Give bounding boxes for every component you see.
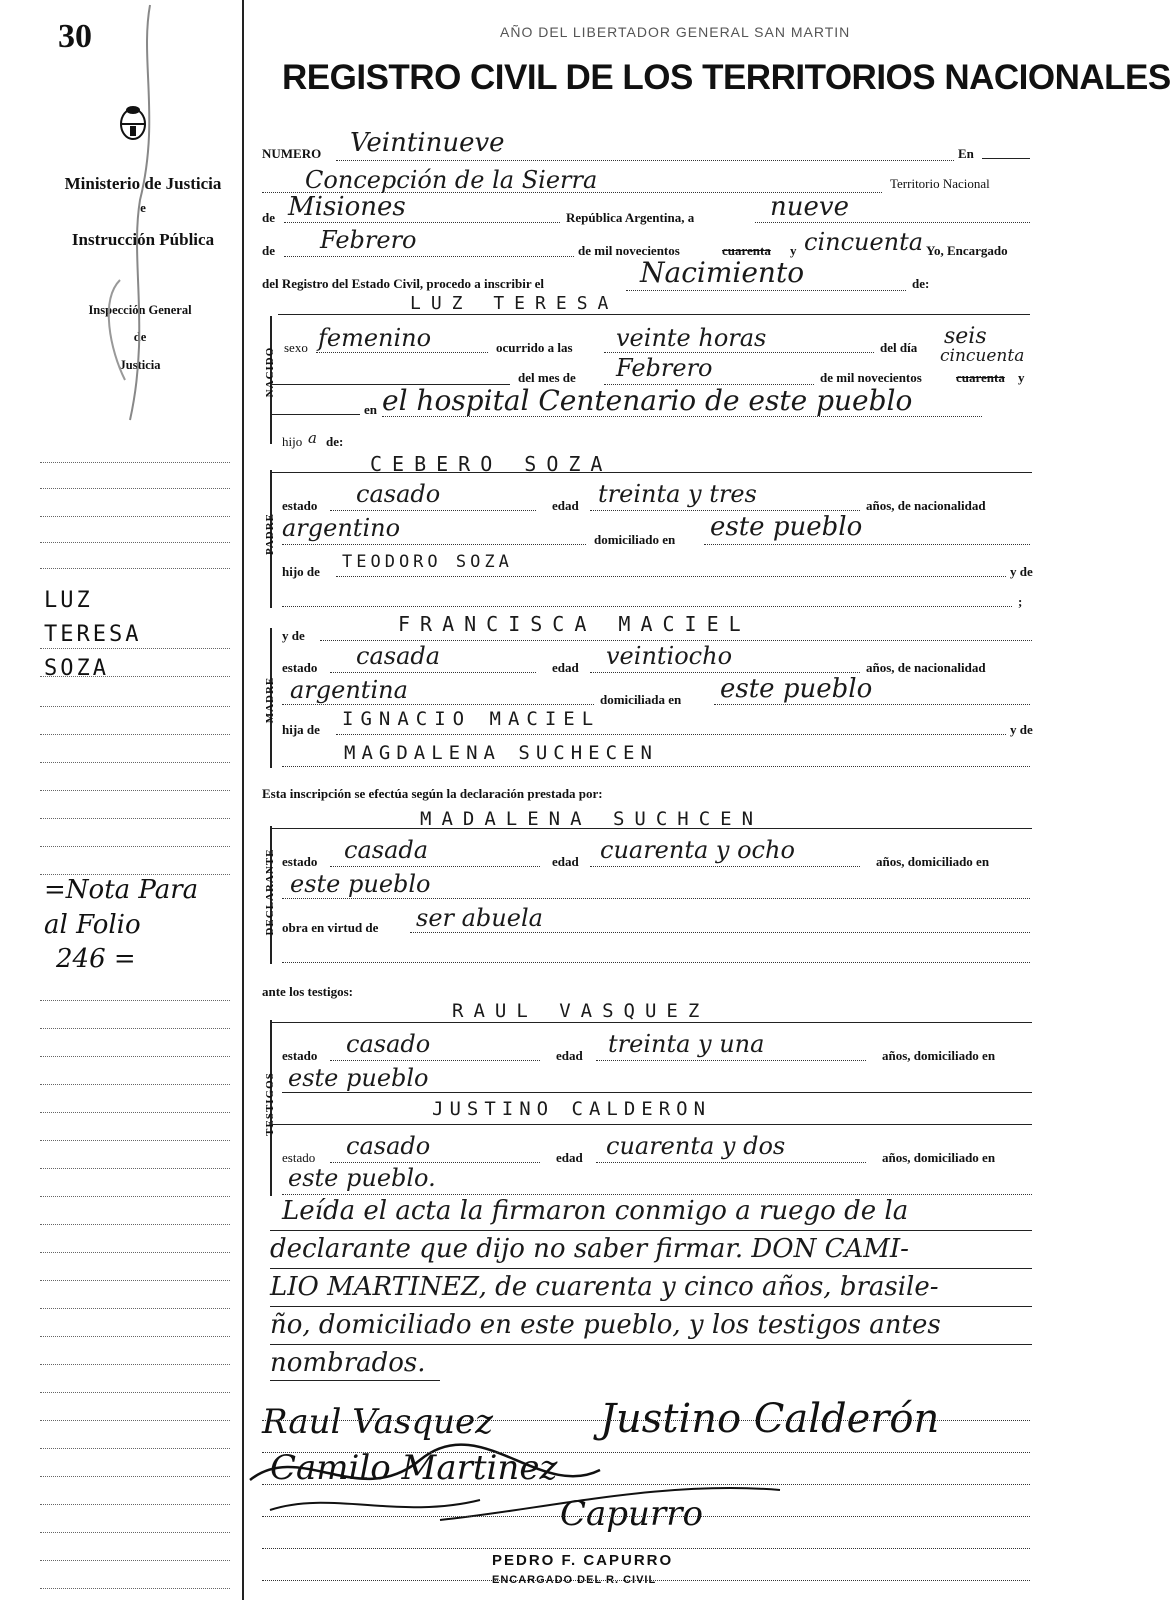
madre-label: MADRE — [264, 676, 276, 724]
closing-line4: ño, domiciliado en este pueblo, y los testigos antes — [270, 1310, 941, 1340]
folio-note-line2: al Folio — [44, 910, 141, 940]
margin-ruled-line — [40, 1224, 230, 1225]
hour-value: veinte horas — [616, 324, 767, 352]
declarante-estado-line — [330, 866, 540, 867]
dia-value: seis — [944, 324, 987, 349]
witness1-edad-label: edad — [556, 1048, 583, 1063]
territory-line — [284, 222, 560, 223]
margin-name-line2: TERESA — [44, 622, 142, 647]
madre-name-line — [320, 640, 1032, 641]
nacido-label: NACIDO — [264, 346, 276, 398]
declarante-label: DECLARANTE — [264, 848, 276, 936]
sexo-value: femenino — [318, 324, 432, 352]
closing-rule5 — [270, 1380, 440, 1381]
padre-edad-value: treinta y tres — [598, 480, 757, 508]
child-name: LUZ TERESA — [410, 293, 619, 314]
margin-ruled-line — [40, 1448, 230, 1449]
declarante-domicilio-value: este pueblo — [290, 870, 431, 898]
witness2-domicilio-line — [282, 1194, 1032, 1195]
margin-ruled-line — [40, 1140, 230, 1141]
page-number: 30 — [58, 18, 92, 55]
margin-ruled-line — [40, 516, 230, 517]
margin-ruled-line — [40, 1336, 230, 1337]
margin-name-line3: SOZA — [44, 656, 109, 681]
witness1-name-line — [270, 1022, 1032, 1023]
inspection-line2: de — [133, 330, 147, 344]
madre-mother-value: MAGDALENA SUCHECEN — [344, 742, 658, 764]
de-label: de — [262, 210, 275, 225]
signature-flourish-icon — [240, 1420, 800, 1530]
mil2-label: de mil novecientos — [820, 370, 922, 385]
margin-ruled-line — [40, 1028, 230, 1029]
child-name-line — [278, 314, 1030, 315]
madre-anos-label: años, de nacionalidad — [866, 660, 986, 675]
madre-yde-label: y de — [282, 628, 305, 643]
en2-label: en — [364, 402, 377, 417]
ministry-line1: Ministerio de Justicia — [64, 174, 222, 193]
struck-word: cuarenta — [722, 243, 771, 258]
declarante-intro: Esta inscripción se efectúa según la declaración prestada por: — [262, 786, 603, 801]
witness2-edad-label: edad — [556, 1150, 583, 1165]
closing-rule2 — [270, 1268, 1032, 1269]
declarante-obra-label: obra en virtud de — [282, 920, 379, 935]
place-value: Concepción de la Sierra — [305, 166, 598, 194]
padre-estado-line — [330, 510, 536, 511]
day-value: nueve — [770, 192, 849, 222]
padre-end-mark: ; — [1018, 594, 1023, 609]
declarante-extra-line — [282, 962, 1030, 963]
padre-yde-label: y de — [1010, 564, 1033, 579]
sexo-label: sexo — [284, 340, 308, 355]
signature-1: Raul Vasquez — [262, 1402, 494, 1442]
padre-estado-label: estado — [282, 498, 318, 513]
margin-name-line1: LUZ — [44, 588, 93, 613]
declarante-name: MADALENA SUCHCEN — [420, 808, 764, 830]
madre-edad-label: edad — [552, 660, 579, 675]
padre-domicilio-line — [704, 544, 1030, 545]
margin-ruled-line — [40, 1364, 230, 1365]
official-name: PEDRO F. CAPURRO — [492, 1552, 674, 1569]
margin-ruled-line — [40, 1588, 230, 1589]
signature-ruled-line — [262, 1548, 1030, 1549]
witness2-domicilio-value: este pueblo. — [288, 1164, 436, 1192]
day-line — [755, 222, 1030, 223]
closing-rule3 — [270, 1306, 1032, 1307]
margin-ruled-line — [40, 648, 230, 649]
padre-mother-line — [282, 606, 1012, 607]
closing-line1: Leída el acta la firmaron conmigo a ruego de la — [282, 1196, 909, 1226]
padre-estado-value: casado — [356, 480, 441, 508]
margin-ruled-line — [40, 542, 230, 543]
en-lead-line — [270, 414, 360, 415]
lugar-line — [382, 416, 982, 417]
year-correction: cincuenta — [940, 346, 1025, 366]
stamp-top: AÑO DEL LIBERTADOR GENERAL SAN MARTIN — [500, 24, 851, 40]
witness2-anos-label: años, domiciliado en — [882, 1150, 996, 1165]
signature-3: Camilo Martinez — [270, 1448, 558, 1488]
padre-father-value: TEODORO SOZA — [342, 552, 513, 572]
hijo-de-label: de: — [326, 434, 344, 449]
padre-name: CEBERO SOZA — [370, 452, 613, 476]
witness2-estado-value: casado — [346, 1132, 431, 1160]
madre-estado-value: casada — [356, 642, 441, 670]
declarante-obra-value: ser abuela — [416, 904, 543, 932]
witness1-domicilio-line — [282, 1092, 1032, 1093]
witness1-edad-line — [596, 1060, 866, 1061]
padre-nacionalidad-value: argentino — [282, 514, 401, 542]
act-line — [626, 290, 906, 291]
numero-value: Veintinueve — [350, 128, 505, 158]
madre-edad-value: veintiocho — [606, 642, 733, 670]
registro-label: del Registro del Estado Civil, procedo a inscribir el — [262, 276, 545, 291]
margin-ruled-line — [40, 818, 230, 819]
madre-nacionalidad-value: argentina — [290, 676, 408, 704]
closing-line2: declarante que dijo no saber firmar. DON CAMI- — [270, 1234, 909, 1264]
witness1-edad-value: treinta y una — [608, 1030, 765, 1058]
inspection-line1: Inspección General — [88, 303, 192, 317]
witness1-estado-value: casado — [346, 1030, 431, 1058]
y2-label: y — [1018, 370, 1025, 385]
signature-ruled-line — [262, 1452, 1030, 1453]
madre-name: FRANCISCA MACIEL — [398, 612, 751, 636]
madre-father-value: IGNACIO MACIEL — [342, 708, 601, 730]
margin-ruled-line — [40, 846, 230, 847]
declarante-estado-label: estado — [282, 854, 318, 869]
margin-ruled-line — [40, 1084, 230, 1085]
ministry-line2: e — [140, 200, 146, 215]
margin-ruled-line — [40, 1392, 230, 1393]
republica-label: República Argentina, a — [566, 210, 695, 225]
signature-2: Justino Calderón — [600, 1396, 940, 1442]
numero-line — [336, 160, 954, 161]
de3-label: de: — [912, 276, 930, 291]
declarante-edad-label: edad — [552, 854, 579, 869]
declarante-domicilio-line — [282, 898, 1030, 899]
margin-ruled-line — [40, 1560, 230, 1561]
signature-ruled-line — [262, 1484, 1030, 1485]
margin-ruled-line — [40, 734, 230, 735]
month-line — [284, 256, 574, 257]
hijo-label: hijo — [282, 434, 303, 449]
declarante-edad-line — [590, 866, 860, 867]
testigos-label: TESTIGOS — [264, 1072, 276, 1136]
witness2-edad-value: cuarenta y dos — [606, 1132, 786, 1160]
margin-ruled-line — [40, 1000, 230, 1001]
witness1-name: RAUL VASQUEZ — [452, 1000, 710, 1022]
margin-ruled-line — [40, 762, 230, 763]
testigos-intro: ante los testigos: — [262, 984, 353, 999]
numero-label: NUMERO — [262, 146, 322, 161]
signature-ruled-line — [262, 1420, 1030, 1421]
margin-ruled-line — [40, 568, 230, 569]
en-label: En — [958, 146, 974, 161]
witness1-domicilio-value: este pueblo — [288, 1064, 429, 1092]
margin-ruled-line — [40, 488, 230, 489]
padre-hijo-label: hijo de — [282, 564, 320, 579]
act-value: Nacimiento — [640, 256, 805, 289]
declarante-name-line — [270, 828, 1032, 829]
mil-label: de mil novecientos — [578, 243, 680, 258]
padre-nacionalidad-line — [282, 544, 586, 545]
madre-domicilio-value: este pueblo — [720, 674, 873, 704]
sexo-line — [316, 352, 488, 353]
de2-label: de — [262, 243, 275, 258]
mes-value: Febrero — [616, 354, 713, 382]
margin-ruled-line — [40, 1112, 230, 1113]
dia-label: del día — [880, 340, 918, 355]
margin-ruled-line — [40, 1280, 230, 1281]
folio-note-line1: =Nota Para — [44, 875, 199, 905]
witness1-estado-label: estado — [282, 1048, 318, 1063]
padre-domicilio-label: domiciliado en — [594, 532, 676, 547]
padre-domicilio-value: este pueblo — [710, 512, 863, 542]
madre-domicilio-line — [714, 704, 1030, 705]
inspection-line3: Justicia — [119, 358, 161, 372]
padre-name-line — [270, 472, 1032, 473]
folio-note-line3: 246 = — [56, 944, 136, 974]
closing-rule1 — [270, 1230, 1032, 1231]
margin-ruled-line — [40, 1476, 230, 1477]
ministry-line3: Instrucción Pública — [71, 230, 215, 249]
madre-yde2-label: y de — [1010, 722, 1033, 737]
witness1-estado-line — [330, 1060, 540, 1061]
madre-hija-label: hija de — [282, 722, 320, 737]
territory-value: Misiones — [288, 192, 406, 222]
ocurrido-label: ocurrido a las — [496, 340, 573, 355]
margin-divider — [242, 0, 244, 1600]
madre-estado-line — [330, 672, 536, 673]
padre-edad-label: edad — [552, 498, 579, 513]
margin-ruled-line — [40, 1056, 230, 1057]
margin-ruled-line — [40, 1504, 230, 1505]
witness2-edad-line — [596, 1162, 866, 1163]
margin-ruled-line — [40, 1252, 230, 1253]
margin-ruled-line — [40, 1196, 230, 1197]
page-title: REGISTRO CIVIL DE LOS TERRITORIOS NACIONALES — [282, 58, 1171, 97]
struck-word-2: cuarenta — [956, 370, 1005, 385]
encargado-label: Yo, Encargado — [926, 243, 1008, 258]
margin-ruled-line — [40, 462, 230, 463]
madre-edad-line — [590, 672, 860, 673]
margin-ruled-line — [40, 1308, 230, 1309]
witness2-name: JUSTINO CALDERON — [432, 1098, 712, 1120]
margin-ruled-line — [40, 706, 230, 707]
mes-label: del mes de — [518, 370, 576, 385]
witness1-anos-label: años, domiciliado en — [882, 1048, 996, 1063]
witness2-estado-line — [330, 1162, 540, 1163]
hijo-suffix: a — [308, 429, 317, 447]
closing-rule4 — [270, 1344, 1032, 1345]
witness2-estado-label: estado — [282, 1150, 316, 1165]
margin-ruled-line — [40, 1168, 230, 1169]
declarante-estado-value: casada — [344, 836, 429, 864]
year-value: cincuenta — [804, 228, 924, 256]
closing-line5: nombrados. — [270, 1348, 426, 1378]
padre-label: PADRE — [264, 512, 276, 556]
official-title: ENCARGADO DEL R. CIVIL — [492, 1574, 657, 1586]
padre-anos-label: años, de nacionalidad — [866, 498, 986, 513]
margin-ruled-line — [40, 1420, 230, 1421]
month-value: Febrero — [320, 226, 417, 254]
declarante-anos-label: años, domiciliado en — [876, 854, 990, 869]
declarante-edad-value: cuarenta y ocho — [600, 836, 795, 864]
witness2-name-line — [270, 1124, 1032, 1125]
territorio-label: Territorio Nacional — [890, 176, 990, 191]
madre-nacionalidad-line — [282, 704, 594, 705]
margin-ruled-line — [40, 1532, 230, 1533]
margin-ruled-line — [40, 790, 230, 791]
y-label: y — [790, 243, 797, 258]
lugar-value: el hospital Centenario de este pueblo — [382, 384, 913, 417]
hour-line — [604, 352, 874, 353]
padre-edad-line — [590, 510, 860, 511]
declarante-obra-line — [410, 932, 1030, 933]
madre-domicilio-label: domiciliada en — [600, 692, 682, 707]
madre-estado-label: estado — [282, 660, 318, 675]
padre-father-line — [336, 576, 1006, 577]
en-line — [982, 158, 1030, 159]
signature-ruled-line — [262, 1516, 1030, 1517]
madre-father-line — [336, 734, 1006, 735]
closing-line3: LIO MARTINEZ, de cuarenta y cinco años, brasile- — [270, 1272, 939, 1302]
madre-mother-line — [282, 766, 1030, 767]
margin-scribble-icon — [80, 0, 170, 480]
signature-4: Capurro — [560, 1494, 703, 1534]
